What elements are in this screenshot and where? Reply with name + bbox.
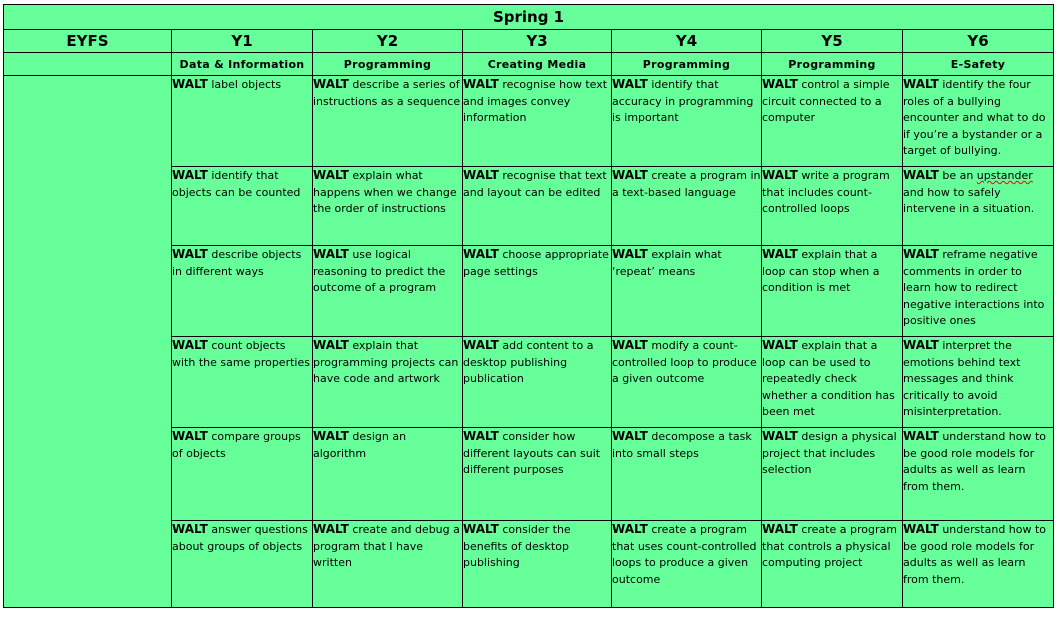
walt-label: WALT <box>903 168 939 182</box>
objective-text: identify that objects can be counted <box>172 169 301 199</box>
subject-header-eyfs <box>4 53 172 76</box>
walt-label: WALT <box>172 522 208 536</box>
walt-label: WALT <box>172 77 208 91</box>
walt-label: WALT <box>612 247 648 261</box>
objective-cell <box>762 76 903 167</box>
walt-label: WALT <box>762 338 798 352</box>
walt-label: WALT <box>903 429 939 443</box>
year-header-y2: Y2 <box>313 30 463 53</box>
objective-cell <box>762 428 903 521</box>
objective-cell <box>313 246 463 337</box>
objective-text: design a physical project that includes selection <box>762 430 897 476</box>
walt-label: WALT <box>612 338 648 352</box>
objective-cell <box>313 337 463 428</box>
objective-text: label objects <box>207 78 282 91</box>
objective-text: recognise that text and layout can be edited <box>463 169 607 199</box>
walt-label: WALT <box>172 338 208 352</box>
objective-cell <box>903 428 1054 521</box>
year-header-eyfs: EYFS <box>4 30 172 53</box>
walt-label: WALT <box>313 429 349 443</box>
subject-header-y3: Creating Media <box>463 53 612 76</box>
objective-cell <box>612 167 762 246</box>
objective-cell <box>762 167 903 246</box>
objective-text: explain that a loop can stop when a condition is met <box>762 248 880 294</box>
walt-label: WALT <box>612 429 648 443</box>
objective-cell <box>172 428 313 521</box>
walt-label: WALT <box>762 168 798 182</box>
objective-text: create a program in a text-based language <box>612 169 761 199</box>
objective-cell <box>463 76 612 167</box>
objective-text: use logical reasoning to predict the outcome of a program <box>313 248 446 294</box>
subject-header-y5: Programming <box>762 53 903 76</box>
objective-text: reframe negative comments in order to learn how to redirect negative interactions into positive ones <box>903 248 1045 327</box>
objective-cell <box>172 246 313 337</box>
objective-text: explain what happens when we change the order of instructions <box>313 169 457 215</box>
walt-label: WALT <box>762 429 798 443</box>
objective-text: write a program that includes count-controlled loops <box>762 169 890 215</box>
walt-label: WALT <box>463 429 499 443</box>
walt-label: WALT <box>313 522 349 536</box>
objective-cell <box>172 521 313 608</box>
objective-cell <box>612 428 762 521</box>
walt-label: WALT <box>463 168 499 182</box>
walt-label: WALT <box>313 168 349 182</box>
objective-cell <box>313 167 463 246</box>
objective-cell <box>463 337 612 428</box>
objective-cell <box>172 337 313 428</box>
objective-cell <box>463 246 612 337</box>
objective-cell <box>612 521 762 608</box>
walt-label: WALT <box>903 247 939 261</box>
walt-label: WALT <box>313 77 349 91</box>
year-header-y5: Y5 <box>762 30 903 53</box>
objective-cell <box>463 521 612 608</box>
objective-text: choose appropriate page settings <box>463 248 609 278</box>
objective-text: add content to a desktop publishing publication <box>463 339 594 385</box>
objective-cell <box>903 167 1054 246</box>
objective-text: interpret the emotions behind text messages and think critically to avoid misinterpretation. <box>903 339 1021 418</box>
walt-label: WALT <box>463 247 499 261</box>
objective-cell <box>762 337 903 428</box>
walt-label: WALT <box>172 168 208 182</box>
objective-cell <box>612 337 762 428</box>
walt-label: WALT <box>762 247 798 261</box>
objective-cell <box>903 76 1054 167</box>
objective-cell <box>463 428 612 521</box>
subject-header-y2: Programming <box>313 53 463 76</box>
term-title: Spring 1 <box>4 5 1054 30</box>
walt-label: WALT <box>463 338 499 352</box>
objective-text: identify that accuracy in programming is important <box>612 78 754 124</box>
objective-cell <box>172 76 313 167</box>
objective-text: consider how different layouts can suit different purposes <box>463 430 601 476</box>
walt-label: WALT <box>172 247 208 261</box>
walt-label: WALT <box>313 247 349 261</box>
table-row <box>4 76 1054 167</box>
walt-label: WALT <box>903 338 939 352</box>
objective-text: decompose a task into small steps <box>612 430 752 460</box>
objective-text: control a simple circuit connected to a computer <box>762 78 890 124</box>
walt-label: WALT <box>313 338 349 352</box>
curriculum-table <box>3 4 1054 608</box>
objective-text: explain what ‘repeat’ means <box>612 248 722 278</box>
objective-text: create a program that controls a physical computing project <box>762 523 897 569</box>
walt-label: WALT <box>463 522 499 536</box>
objective-text: understand how to be good role models for adults as well as learn from them. <box>903 430 1047 493</box>
objective-cell <box>762 246 903 337</box>
objective-text: and how to safely intervene in a situation. <box>903 185 1035 215</box>
objective-cell <box>313 428 463 521</box>
objective-text: design an algorithm <box>313 430 407 460</box>
objective-text: identify the four roles of a bullying encounter and what to do if you’re a bystander or a target of bullying. <box>903 78 1046 157</box>
subject-header-y6: E-Safety <box>903 53 1054 76</box>
objective-text: explain that a loop can be used to repeatedly check whether a condition has been met <box>762 339 895 418</box>
objective-text: describe a series of instructions as a sequence <box>313 78 461 108</box>
objective-text: describe objects in different ways <box>172 248 302 278</box>
objective-text: answer questions about groups of objects <box>172 523 308 553</box>
objective-text: create and debug a program that I have written <box>313 523 460 569</box>
subject-header-y4: Programming <box>612 53 762 76</box>
objective-text: compare groups of objects <box>172 430 301 460</box>
objective-text: understand how to be good role models for adults as well as learn from them. <box>903 523 1047 586</box>
objective-text: explain that programming projects can have code and artwork <box>313 339 459 385</box>
subject-header-y1: Data & Information <box>172 53 313 76</box>
objective-cell <box>172 167 313 246</box>
objective-cell <box>762 521 903 608</box>
spellcheck-flagged-word: upstander <box>976 169 1033 182</box>
objective-cell <box>903 521 1054 608</box>
objective-text: create a program that uses count-controlled loops to produce a given outcome <box>612 523 757 586</box>
walt-label: WALT <box>903 77 939 91</box>
walt-label: WALT <box>612 77 648 91</box>
objective-text: modify a count-controlled loop to produce a given outcome <box>612 339 757 385</box>
walt-label: WALT <box>762 522 798 536</box>
objective-text: count objects with the same properties <box>172 339 310 369</box>
year-header-y1: Y1 <box>172 30 313 53</box>
walt-label: WALT <box>762 77 798 91</box>
objective-cell <box>903 246 1054 337</box>
year-header-y3: Y3 <box>463 30 612 53</box>
objective-text: recognise how text and images convey information <box>463 78 608 124</box>
objective-cell <box>313 76 463 167</box>
objective-cell <box>463 167 612 246</box>
objective-cell <box>313 521 463 608</box>
objective-cell <box>903 337 1054 428</box>
objective-cell <box>612 76 762 167</box>
walt-label: WALT <box>903 522 939 536</box>
objective-text: be an <box>938 169 977 182</box>
objective-text: consider the benefits of desktop publishing <box>463 523 571 569</box>
walt-label: WALT <box>612 168 648 182</box>
walt-label: WALT <box>172 429 208 443</box>
walt-label: WALT <box>463 77 499 91</box>
eyfs-column-cell <box>4 76 172 608</box>
walt-label: WALT <box>612 522 648 536</box>
year-header-y4: Y4 <box>612 30 762 53</box>
objective-cell <box>612 246 762 337</box>
year-header-y6: Y6 <box>903 30 1054 53</box>
